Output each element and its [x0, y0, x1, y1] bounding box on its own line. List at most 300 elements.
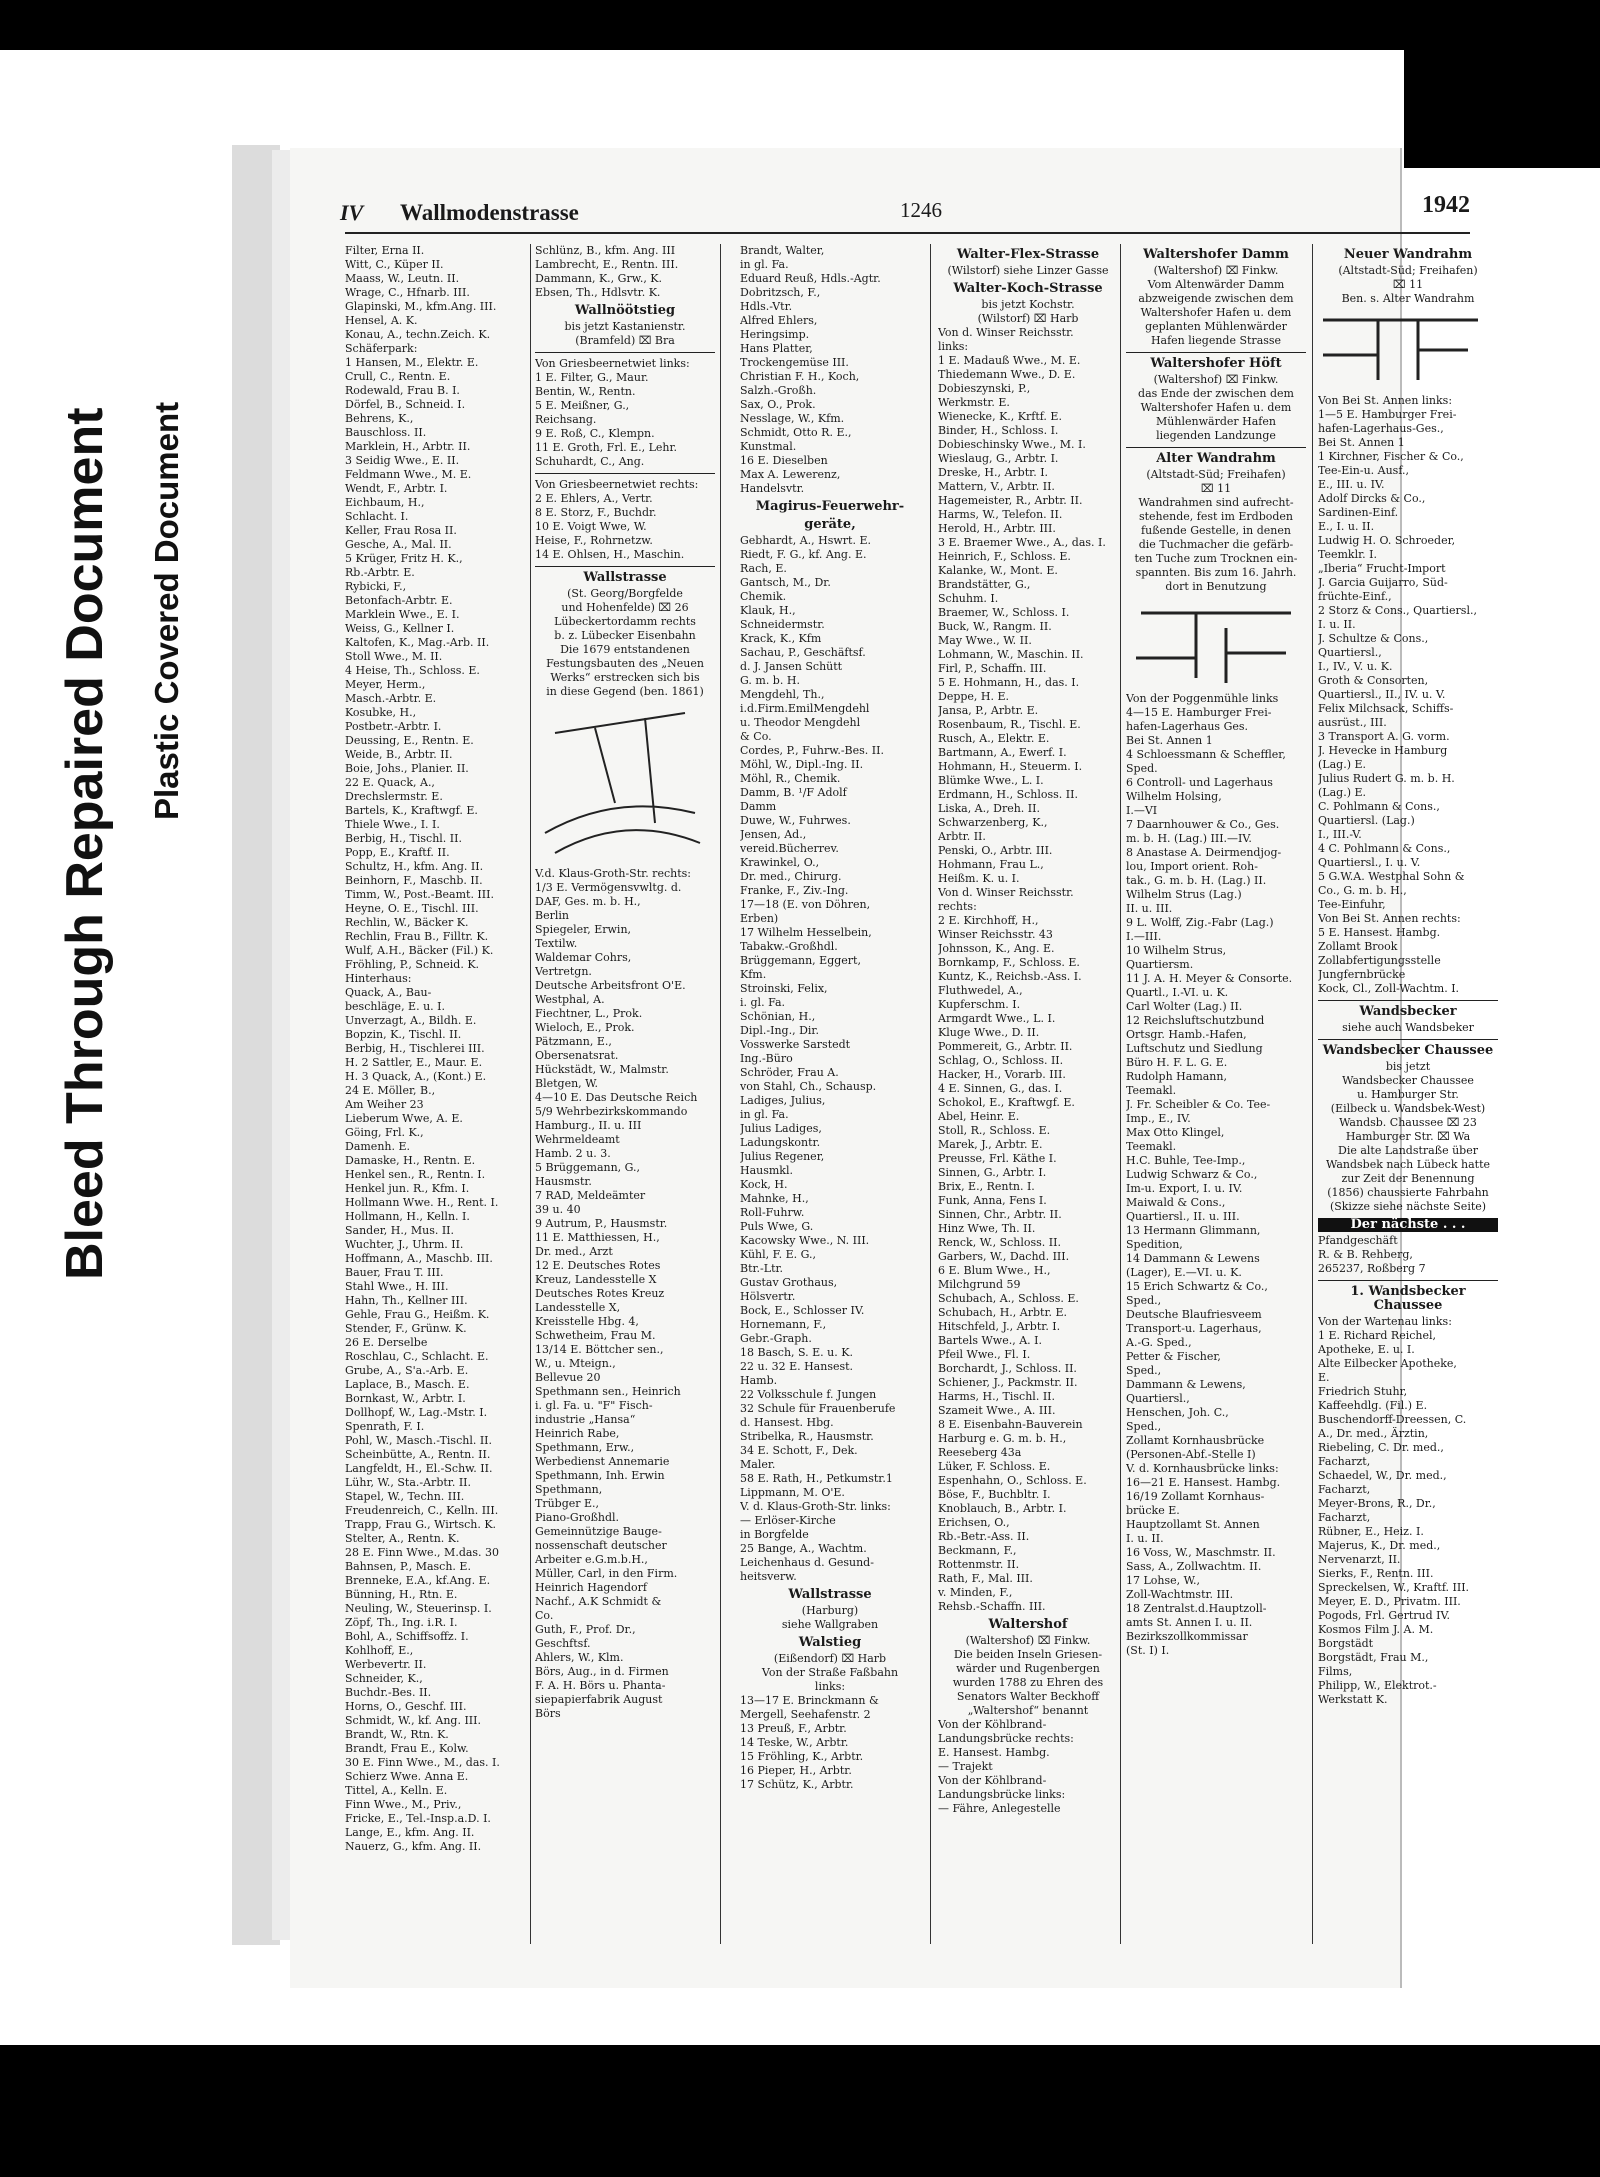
directory-line: Timm, W., Post.-Beamt. III. [345, 888, 494, 901]
street-note: geplanten Mühlenwärder [1145, 320, 1287, 333]
directory-line: Quartiersm. [1126, 958, 1194, 971]
directory-line: Firl, P., Schaffn. III. [938, 662, 1047, 675]
directory-line: Bartels Wwe., A. I. [938, 1334, 1042, 1347]
directory-line: Tittel, A., Kelln. E. [345, 1784, 448, 1797]
directory-line: Kohlhoff, E., [345, 1644, 414, 1657]
directory-line: Böse, F., Buchbltr. I. [938, 1488, 1051, 1501]
directory-line: heitsverw. [740, 1570, 797, 1583]
directory-line: Kluge Wwe., D. II. [938, 1026, 1040, 1039]
directory-line: J. Schultze & Cons., [1318, 632, 1429, 645]
directory-line: Börs [535, 1707, 561, 1720]
directory-line: Boie, Johs., Planier. II. [345, 762, 469, 775]
directory-line: Jensen, Ad., [740, 828, 807, 841]
directory-line: Gesche, A., Mal. II. [345, 538, 452, 551]
directory-line: 8 E. Eisenbahn-Bauverein [938, 1418, 1083, 1431]
directory-line: 13—17 E. Brinckmann & [740, 1694, 879, 1707]
directory-line: Quartiersl., II. u. III. [1126, 1210, 1240, 1223]
directory-line: E. Hansest. Hambg. [938, 1746, 1050, 1759]
column-divider [720, 244, 721, 1944]
directory-line: 14 Dammann & Lewens [1126, 1252, 1260, 1265]
directory-line: Neuling, W., Steuerinsp. I. [345, 1602, 492, 1615]
directory-line: Langfeldt, H., El.-Schw. II. [345, 1462, 493, 1475]
directory-line: V. d. Klaus-Groth-Str. links: [740, 1500, 891, 1513]
directory-line: 18 Basch, S. E. u. K. [740, 1346, 853, 1359]
directory-line: Wilhelm Strus (Lag.) [1126, 888, 1242, 901]
directory-line: Thiedemann Wwe., D. E. [938, 368, 1076, 381]
street-heading: Wallstrasse [583, 570, 667, 585]
directory-line: 32 Schule für Frauenberufe [740, 1402, 896, 1415]
directory-line: Borchardt, J., Schloss. II. [938, 1362, 1077, 1375]
directory-line: Reeseberg 43a [938, 1446, 1022, 1459]
directory-line: Handelsvtr. [740, 482, 805, 495]
directory-line: Roll-Fuhrw. [740, 1206, 805, 1219]
street-note: (Bramfeld) ⌧ Bra [575, 334, 675, 347]
directory-line: 4 E. Sinnen, G., das. I. [938, 1082, 1063, 1095]
directory-line: Werkstatt K. [1318, 1693, 1388, 1706]
directory-line: Roschlau, C., Schlacht. E. [345, 1350, 489, 1363]
directory-line: Von der Köhlbrand- [938, 1774, 1047, 1787]
street-note: Die 1679 entstandenen [560, 643, 690, 656]
directory-line: Meyer, Herm., [345, 678, 426, 691]
street-note: Die alte Landstraße über [1338, 1144, 1478, 1157]
street-note: wärder und Rugenbergen [956, 1662, 1100, 1675]
directory-line: Drechslermstr. E. [345, 790, 443, 803]
directory-line: Schubach, A., Schloss. E. [938, 1292, 1079, 1305]
directory-line: Sander, H., Mus. II. [345, 1224, 455, 1237]
directory-line: Gemeinnützige Bauge- [535, 1525, 662, 1538]
directory-line: Deutsches Rotes Kreuz [535, 1287, 665, 1300]
directory-line: Von Bei St. Annen links: [1318, 394, 1453, 407]
directory-line: Harms, H., Tischl. II. [938, 1390, 1056, 1403]
directory-line: Riebeling, C. Dr. med., [1318, 1441, 1444, 1454]
street-heading: Wandsbecker Chaussee [1322, 1043, 1494, 1058]
directory-line: Deppe, H. E. [938, 690, 1010, 703]
directory-line: Schaedel, W., Dr. med., [1318, 1469, 1447, 1482]
directory-line: Nauerz, G., kfm. Ang. II. [345, 1840, 482, 1853]
directory-line: Braemer, W., Schloss. I. [938, 606, 1070, 619]
directory-line: I.—III. [1126, 930, 1162, 943]
street-note: das Ende der zwischen dem [1138, 387, 1294, 400]
directory-line: 4 Schloessmann & Scheffler, [1126, 748, 1286, 761]
directory-line: Hdls.-Vtr. [740, 300, 793, 313]
directory-line: Spenrath, F. I. [345, 1420, 425, 1433]
directory-line: Heyne, O. E., Tischl. III. [345, 902, 479, 915]
directory-line: Kupferschm. I. [938, 998, 1021, 1011]
directory-line: 24 E. Möller, B., [345, 1084, 436, 1097]
directory-line: Nervenarzt, II. [1318, 1553, 1401, 1566]
directory-line: Quartl., I.-VI. u. K. [1126, 986, 1229, 999]
directory-line: 12 Reichsluftschutzbund [1126, 1014, 1265, 1027]
directory-line: 4—15 E. Hamburger Frei- [1126, 706, 1272, 719]
directory-line: Riedt, F. G., kf. Ang. E. [740, 548, 867, 561]
directory-line: Brandt, Walter, [740, 244, 825, 257]
directory-line: 17—18 (E. von Döhren, [740, 898, 871, 911]
directory-line: Funk, Anna, Fens I. [938, 1194, 1047, 1207]
directory-line: ausrüst., III. [1318, 716, 1387, 729]
directory-line: Ahlers, W., Klm. [535, 1651, 624, 1664]
directory-line: 13/14 E. Böttcher sen., [535, 1343, 664, 1356]
directory-line: Maass, W., Leutn. II. [345, 272, 460, 285]
directory-line: 22 Volksschule f. Jungen [740, 1388, 877, 1401]
directory-line: Landungsbrücke links: [938, 1788, 1066, 1801]
directory-line: 14 E. Ohlsen, H., Maschin. [535, 548, 685, 561]
directory-line: Beinhorn, F., Maschb. II. [345, 874, 483, 887]
directory-line: Kosmos Film J. A. M. [1318, 1623, 1434, 1636]
directory-line: Espenhahn, O., Schloss. E. [938, 1474, 1087, 1487]
directory-line: 5 E. Hansest. Hambg. [1318, 926, 1441, 939]
directory-line: Zollamt Kornhausbrücke [1126, 1434, 1265, 1447]
directory-line: 6 E. Blum Wwe., H., [938, 1264, 1051, 1277]
directory-line: Nesslage, W., Kfm. [740, 412, 845, 425]
map-line [545, 713, 700, 853]
directory-line: 11 J. A. H. Meyer & Consorte. [1126, 972, 1293, 985]
directory-line: Schokol, E., Kraftwgf. E. [938, 1096, 1075, 1109]
directory-line: Facharzt, [1318, 1483, 1371, 1496]
directory-line: Kalanke, W., Mont. E. [938, 564, 1058, 577]
directory-line: Büro H. F. L. G. E. [1126, 1056, 1228, 1069]
directory-line: G. m. b. H. [740, 674, 800, 687]
directory-line: Schmidt, Otto R. E., [740, 426, 852, 439]
directory-line: — Fähre, Anlegestelle [938, 1802, 1061, 1815]
directory-line: Pogods, Frl. Gertrud IV. [1318, 1609, 1451, 1622]
directory-line: Dobieszynski, P., [938, 382, 1031, 395]
district-numeral: IV [340, 200, 364, 225]
directory-line: E., I. u. II. [1318, 520, 1375, 533]
street-note: (Altstadt-Süd; Freihafen) [1146, 468, 1286, 481]
map-line [1323, 320, 1478, 380]
street-note: abzweigende zwischen dem [1138, 292, 1294, 305]
street-heading: Wallstrasse [788, 1587, 872, 1602]
directory-line: Milchgrund 59 [938, 1278, 1021, 1291]
directory-line: Fröhling, P., Schneid. K. [345, 958, 480, 971]
directory-line: Landesstelle X, [535, 1301, 621, 1314]
directory-line: 11 E. Matthiessen, H., [535, 1231, 660, 1244]
directory-line: Fricke, E., Tel.-Insp.a.D. I. [345, 1812, 491, 1825]
section-rule [535, 473, 715, 474]
directory-line: 3 Seidig Wwe., E. II. [345, 454, 460, 467]
street-heading: geräte, [804, 517, 856, 532]
directory-line: Winser Reichsstr. 43 [938, 928, 1053, 941]
column-1 [345, 244, 525, 1854]
directory-line: Spreckelsen, W., Kraftf. III. [1318, 1581, 1470, 1594]
directory-line: i. gl. Fa. [740, 996, 786, 1009]
column-2 [535, 244, 715, 1721]
directory-line: Max Otto Klingel, [1126, 1126, 1225, 1139]
directory-line: Brandt, Frau E., Kolw. [345, 1742, 469, 1755]
directory-line: Alte Eilbecker Apotheke, [1318, 1357, 1457, 1370]
directory-line: 15 Fröhling, K., Arbtr. [740, 1750, 864, 1763]
directory-line: Pohl, W., Masch.-Tischl. II. [345, 1434, 493, 1447]
street-note: Waltershofer Hafen u. dem [1140, 401, 1292, 414]
directory-line: Sass, A., Zollwachtm. II. [1126, 1560, 1262, 1573]
directory-line: Schäferpark: [345, 342, 418, 355]
directory-line: 34 E. Schott, F., Dek. [740, 1444, 858, 1457]
directory-line: Spiegeler, Erwin, [535, 923, 632, 936]
street-note: Wandsbek nach Lübeck hatte [1325, 1158, 1491, 1171]
directory-line: Quartiersl., I. u. V. [1318, 856, 1421, 869]
directory-line: Brandstätter, G., [938, 578, 1031, 591]
directory-line: Dr. med., Arzt [535, 1245, 613, 1258]
directory-line: Berbig, H., Tischl. II. [345, 832, 462, 845]
directory-line: Thiele Wwe., I. I. [345, 818, 440, 831]
directory-line: Keller, Frau Rosa II. [345, 524, 457, 537]
directory-line: Fiechtner, L., Prok. [535, 1007, 643, 1020]
directory-line: Dipl.-Ing., Dir. [740, 1024, 819, 1037]
directory-line: Waldemar Cohrs, [535, 951, 632, 964]
directory-line: Henkel jun. R., Kfm. I. [345, 1182, 470, 1195]
directory-line: May Wwe., W. II. [938, 634, 1032, 647]
street-heading: 1. Wandsbecker Chaussee [1350, 1284, 1466, 1313]
directory-line: E., III. u. IV. [1318, 478, 1385, 491]
directory-line: Tabakw.-Großhdl. [740, 940, 838, 953]
directory-line: Weiss, G., Kellner I. [345, 622, 455, 635]
directory-line: von Stahl, Ch., Schausp. [740, 1080, 877, 1093]
directory-line: i.d.Firm.EmilMengdehl [740, 702, 870, 715]
column-5 [1126, 244, 1306, 1658]
directory-line: Krack, K., Kfm [740, 632, 822, 645]
directory-line: Henschen, Joh. C., [1126, 1406, 1229, 1419]
street-note: Hafen liegende Strasse [1150, 334, 1282, 347]
directory-line: Christian F. H., Koch, [740, 370, 860, 383]
directory-line: I. u. II. [1126, 1532, 1164, 1545]
directory-line: 7 Daarnhouwer & Co., Ges. [1126, 818, 1280, 831]
directory-line: 58 E. Rath, H., Petkumstr.1 [740, 1472, 893, 1485]
directory-line: lou, Import orient. Roh- [1126, 860, 1258, 873]
street-note: ⌧ 11 [1200, 482, 1232, 495]
directory-line: Dreske, H., Arbtr. I. [938, 466, 1049, 479]
directory-line: Bellevue 20 [535, 1371, 601, 1384]
directory-line: Rach, E. [740, 562, 787, 575]
directory-line: Cordes, P., Fuhrw.-Bes. II. [740, 744, 884, 757]
directory-line: früchte-Einf., [1318, 590, 1392, 603]
directory-line: — Erlöser-Kirche [740, 1514, 836, 1527]
directory-line: Rosenbaum, R., Tischl. E. [938, 718, 1081, 731]
directory-line: 1 E. Filter, G., Maur. [535, 371, 649, 384]
directory-line: Möhl, W., Dipl.-Ing. II. [740, 758, 864, 771]
directory-line: Obersenatsrat. [535, 1049, 619, 1062]
directory-line: Hans Platter, [740, 342, 813, 355]
directory-line: Deutsche Blaufriesveem [1126, 1308, 1262, 1321]
column-divider [1120, 244, 1121, 1944]
scan-border-corner [1404, 50, 1600, 168]
next-page-box: Der nächste . . . [1318, 1218, 1498, 1232]
directory-line: Mengdehl, Th., [740, 688, 825, 701]
directory-line: Co., G. m. b. H., [1318, 884, 1407, 897]
directory-line: Brix, E., Rentn. I. [938, 1180, 1035, 1193]
street-heading: Waltershofer Höft [1150, 356, 1282, 371]
street-note: Vom Altenwärder Damm [1147, 278, 1285, 291]
directory-line: Hausmkl. [740, 1164, 793, 1177]
directory-line: Marek, J., Arbtr. E. [938, 1138, 1043, 1151]
directory-line: H. 3 Quack, A., (Kont.) E. [345, 1070, 487, 1083]
street-note: Von der Straße Faßbahn [761, 1666, 899, 1679]
directory-line: Zollabfertigungsstelle [1318, 954, 1441, 967]
directory-line: 1/3 E. Vermögensvwltg. d. [535, 881, 682, 894]
directory-line: Dammann, K., Grw., K. [535, 272, 663, 285]
directory-line: Stelter, A., Rentn. K. [345, 1532, 460, 1545]
directory-line: Hinz Wwe, Th. II. [938, 1222, 1036, 1235]
directory-line: Rudolph Hamann, [1126, 1070, 1227, 1083]
street-note: Die beiden Inseln Griesen- [953, 1648, 1103, 1661]
street-heading: Waltershof [988, 1617, 1068, 1632]
directory-line: Klauk, H., [740, 604, 796, 617]
directory-line: Hinterhaus: [345, 972, 412, 985]
directory-line: (Lager), E.—VI. u. K. [1126, 1266, 1242, 1279]
directory-line: Quartiersl. (Lag.) [1318, 814, 1415, 827]
directory-line: 3 Transport A. G. vorm. [1318, 730, 1450, 743]
directory-line: Maler. [740, 1458, 776, 1471]
directory-line: Schiener, J., Packmstr. II. [938, 1376, 1078, 1389]
bleed-through-label: Bleed Through Repaired Document [56, 407, 114, 1280]
directory-line: Finn Wwe., M., Priv., [345, 1798, 462, 1811]
section-rule [1318, 1000, 1498, 1001]
street-note: in diese Gegend (ben. 1861) [546, 685, 704, 698]
directory-line: Berbig, H., Tischlerei III. [345, 1042, 485, 1055]
directory-line: Preusse, Frl. Käthe I. [938, 1152, 1057, 1165]
street-note: siehe Wallgraben [781, 1618, 879, 1631]
directory-line: Behrens, K., [345, 412, 414, 425]
directory-line: Rechlin, W., Bäcker K. [345, 916, 469, 929]
directory-line: Arbtr. II. [938, 830, 986, 843]
directory-line: Rehsb.-Schaffn. III. [938, 1600, 1046, 1613]
directory-line: Hacker, H., Vorarb. III. [938, 1068, 1066, 1081]
directory-line: 13 Hermann Glimmann, [1126, 1224, 1261, 1237]
street-heading: Wandsbecker [1359, 1004, 1457, 1019]
street-note: Mühlenwärder Hafen [1156, 415, 1276, 428]
directory-line: Dr. med., Chirurg. [740, 870, 842, 883]
street-note: (Harburg) [801, 1604, 859, 1617]
street-note: links: [814, 1680, 846, 1693]
directory-line: Von Bei St. Annen rechts: [1318, 912, 1461, 925]
directory-line: Ing.-Büro [740, 1052, 793, 1065]
directory-line: Von Griesbeernetwiet links: [535, 357, 690, 370]
directory-line: Gehle, Frau G., Heißm. K. [345, 1308, 490, 1321]
section-rule [1318, 1039, 1498, 1040]
directory-line: Ludwig H. O. Schroeder, [1318, 534, 1456, 547]
directory-line: Majerus, K., Dr. med., [1318, 1539, 1441, 1552]
street-note: wurden 1788 zu Ehren des [952, 1676, 1104, 1689]
directory-line: Bezirkszollkommissar [1126, 1630, 1248, 1643]
directory-line: Bauschloss. II. [345, 426, 427, 439]
directory-line: Wehrmeldeamt [535, 1133, 620, 1146]
directory-line: Stoll, R., Schloss. E. [938, 1124, 1051, 1137]
directory-line: Von der Köhlbrand- [938, 1718, 1047, 1731]
directory-line: Heinrich Rabe, [535, 1427, 620, 1440]
directory-line: d. Hansest. Hbg. [740, 1416, 834, 1429]
directory-line: Heise, F., Rohrnetzw. [535, 534, 653, 547]
street-note: Wandrahmen sind aufrecht- [1138, 496, 1294, 509]
directory-line: 8 E. Storz, F., Buchdr. [535, 506, 657, 519]
street-heading: Walter-Koch-Strasse [953, 281, 1103, 296]
directory-line: 9 L. Wolff, Zig.-Fabr (Lag.) [1126, 916, 1274, 929]
directory-line: Schneider, K., [345, 1672, 423, 1685]
directory-line: 17 Lohse, W., [1126, 1574, 1201, 1587]
directory-line: 15 Erich Schwartz & Co., [1126, 1280, 1268, 1293]
directory-line: Jansa, P., Arbtr. E. [938, 704, 1039, 717]
street-note: „Waltershof“ benannt [967, 1704, 1089, 1717]
street-note: (1856) chaussierte Fahrbahn [1327, 1186, 1489, 1199]
directory-line: Stribelka, R., Hausmstr. [740, 1430, 874, 1443]
directory-line: Textilw. [535, 937, 578, 950]
directory-line: Salzh.-Großh. [740, 384, 817, 397]
street-heading: Walter-Flex-Strasse [956, 247, 1100, 262]
directory-line: Lange, E., kfm. Ang. II. [345, 1826, 475, 1839]
directory-line: Crull, C., Rentn. E. [345, 370, 451, 383]
directory-line: Hamb. 2 u. 3. [535, 1147, 611, 1160]
directory-line: 2 E. Kirchhoff, H., [938, 914, 1039, 927]
directory-line: Borgstädt [1318, 1637, 1374, 1650]
street-note: Hamburger Str. ⌧ Wa [1345, 1130, 1471, 1143]
directory-line: Brenneke, E.A., kf.Ang. E. [345, 1574, 491, 1587]
directory-line: Schubach, H., Arbtr. E. [938, 1306, 1068, 1319]
directory-line: Hoffmann, A., Maschb. III. [345, 1252, 493, 1265]
column-6 [1318, 244, 1498, 1707]
directory-line: 4—10 E. Das Deutsche Reich [535, 1091, 698, 1104]
directory-line: Popp, E., Kraftf. II. [345, 846, 450, 859]
directory-line: Herold, H., Arbtr. III. [938, 522, 1056, 535]
directory-line: Rodewald, Frau B. I. [345, 384, 460, 397]
directory-line: Fluthwedel, A., [938, 984, 1023, 997]
street-note: Wandsbecker Chaussee [1342, 1074, 1474, 1087]
directory-line: Zoll-Wachtmstr. III. [1126, 1588, 1234, 1601]
directory-line: Wrage, C., Hfnarb. III. [345, 286, 470, 299]
street-note: (Waltershof) ⌧ Finkw. [1153, 264, 1279, 277]
directory-line: Spethmann, Erw., [535, 1441, 635, 1454]
directory-line: 5 Krüger, Fritz H. K., [345, 552, 463, 565]
directory-line: Buschendorff-Dreessen, C. [1318, 1413, 1467, 1426]
directory-line: 16/19 Zollamt Kornhaus- [1126, 1490, 1265, 1503]
directory-line: Landungsbrücke rechts: [938, 1732, 1074, 1745]
directory-line: Renck, W., Schloss. II. [938, 1236, 1061, 1249]
street-note: (Wilstorf) siehe Linzer Gasse [947, 264, 1109, 277]
directory-line: Dobritzsch, F., [740, 286, 821, 299]
directory-line: Armgardt Wwe., L. I. [938, 1012, 1056, 1025]
directory-line: 8 Anastase A. Deirmendjog- [1126, 846, 1282, 859]
directory-line: v. Minden, F., [938, 1586, 1013, 1599]
directory-line: rechts: [938, 900, 977, 913]
directory-line: Liska, A., Dreh. II. [938, 802, 1040, 815]
directory-line: Erichsen, O., [938, 1516, 1010, 1529]
directory-line: Eichbaum, H., [345, 496, 425, 509]
directory-line: Franke, F., Ziv.-Ing. [740, 884, 849, 897]
directory-line: Maiwald & Cons., [1126, 1196, 1226, 1209]
directory-line: 5/9 Wehrbezirkskommando [535, 1105, 688, 1118]
directory-line: Von Griesbeernetwiet rechts: [535, 478, 699, 491]
directory-line: & Co. [740, 730, 772, 743]
directory-line: Bock, E., Schlosser IV. [740, 1304, 865, 1317]
directory-line: 5 Brüggemann, G., [535, 1161, 641, 1174]
directory-line: Witt, C., Küper II. [345, 258, 444, 271]
directory-line: Pfandgeschäft [1318, 1234, 1398, 1247]
directory-line: Bohl, A., Schiffsoffz. I. [345, 1630, 469, 1643]
directory-line: Schneidermstr. [740, 618, 825, 631]
directory-line: Schierz Wwe. Anna E. [345, 1770, 469, 1783]
street-note: (Skizze siehe nächste Seite) [1329, 1200, 1487, 1213]
directory-line: Alfred Ehlers, [740, 314, 818, 327]
section-rule [535, 352, 715, 353]
directory-line: 16 Pieper, H., Arbtr. [740, 1764, 852, 1777]
column-divider [530, 244, 531, 1944]
directory-line: Stahl Wwe., H. III. [345, 1280, 449, 1293]
directory-line: 4 C. Pohlmann & Cons., [1318, 842, 1451, 855]
street-note: stehende, fest im Erdboden [1138, 510, 1294, 523]
directory-line: Am Weiher 23 [345, 1098, 424, 1111]
directory-line: Schmidt, W., kf. Ang. III. [345, 1714, 481, 1727]
directory-line: — Trajekt [938, 1760, 993, 1773]
street-note: ⌧ 11 [1392, 278, 1424, 291]
directory-line: Bünning, H., Rtn. E. [345, 1588, 458, 1601]
directory-line: Teemakl. [1126, 1140, 1177, 1153]
